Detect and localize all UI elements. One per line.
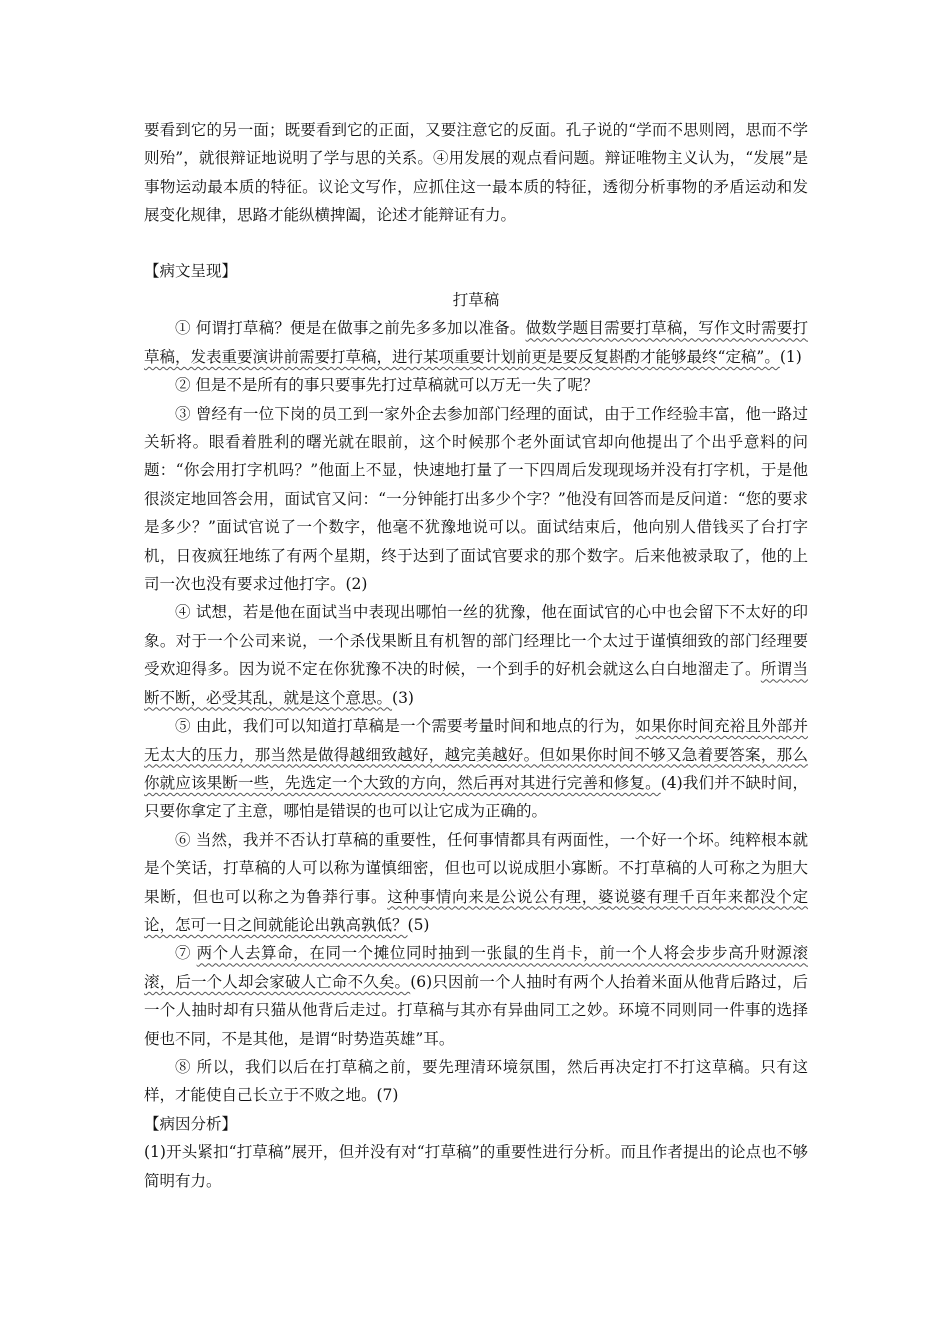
paragraph-5-text: ⑤ 由此，我们可以知道打草稿是一个需要考量时间和地点的行为， bbox=[175, 717, 636, 736]
section-heading-faulty-essay: 【病文呈现】 bbox=[144, 262, 238, 280]
essay-paragraph-5 bbox=[144, 712, 808, 826]
paragraph-5-tail-text: (4)我们并不缺时间，只要你拿定了主意，哪怕是错误的也可以让它成为正确的。 bbox=[144, 773, 808, 821]
essay-paragraph-7 bbox=[144, 939, 808, 1053]
analysis-item-1: (1)开头紧扣“打草稿”展开，但并没有对“打草稿”的重要性进行分析。而且作者提出的论点也不够简明有力。 bbox=[144, 1143, 808, 1190]
essay-paragraph-3: ③ 曾经有一位下岗的员工到一家外企去参加部门经理的面试，由于工作经验丰富，他一路过关斩将。眼看着胜利的曙光就在眼前，这个时候那个老外面试官却向他提出了个出乎意料的问题：“你会用打字机吗？”他面上不显，快速地打量了一下四周后发现现场并没有打字机，于是他很淡定地回答会用，面试官又问：“一分钟能打出多少个字？”他没有回答而是反问道：“您的要求是多少？”面试官说了一个数字，他毫不犹豫地说可以。面试结束后，他向别人借钱买了台打字机，日夜疯狂地练了有两个星期，终于达到了面试官要求的那个数字。后来他被录取了，他的上司一次也没有要求过他打字。(2) bbox=[144, 404, 808, 594]
note-marker-5: (5) bbox=[407, 915, 430, 934]
section-heading-analysis: 【病因分析】 bbox=[144, 1114, 238, 1133]
intro-block bbox=[144, 116, 808, 230]
paragraph-6-underlined-text: 这种事情向来是公说公有理，婆说婆有理千百年来都没个定论，怎可一日之间就能论出孰高孰低？ bbox=[144, 887, 808, 934]
note-marker-3: (3) bbox=[392, 688, 414, 707]
essay-title: 打草稿 bbox=[452, 291, 500, 309]
intro-paragraph: 要看到它的另一面；既要看到它的正面，又要注意它的反面。孔子说的“学而不思则罔，思而不学则殆”，就很辩证地说明了学与思的关系。④用发展的观点看问题。辩证唯物主义认为，“发展”是事物运动最本质的特征。议论文写作，应抓住这一最本质的特征，透彻分析事物的矛盾运动和发展变化规律，思路才能纵横捭阖，论述才能辩证有力。 bbox=[144, 121, 808, 225]
note-marker-1: (1) bbox=[779, 347, 802, 366]
paragraph-1-underlined-text: 做数学题目需要打草稿，写作文时需要打草稿，发表重要演讲前需要打草稿，进行某项重要计划前更是要反复斟酌才能够最终“定稿”。 bbox=[144, 319, 808, 366]
essay-paragraph-6 bbox=[144, 826, 808, 940]
essay-paragraph-4 bbox=[144, 598, 808, 712]
section-heading-block bbox=[144, 257, 808, 285]
paragraph-4-text: ④ 试想，若是他在面试当中表现出哪怕一丝的犹豫，他在面试官的心中也会留下不太好的印象。对于一个公司来说，一个杀伐果断且有机智的部门经理比一个太过于谨慎细致的部门经理要受欢迎得多。因为说不定在你犹豫不决的时候，一个到手的好机会就这么白白地溜走了。 bbox=[144, 603, 808, 679]
essay-paragraph-8: ⑧ 所以，我们以后在打草稿之前，要先理清环境氛围，然后再决定打不打这草稿。只有这样，才能使自己长立于不败之地。(7) bbox=[144, 1057, 808, 1105]
paragraph-7-tail-text: (6)只因前一个人抽时有两个人抬着米面从他背后路过，后一个人抽时却有只猫从他背后走过。打草稿与其亦有异曲同工之妙。环境不同则同一件事的选择便也不同，不是其他，是谓“时势造英雄”耳。 bbox=[144, 972, 808, 1048]
essay-paragraph-2: ② 但是不是所有的事只要事先打过草稿就可以万无一失了呢？ bbox=[175, 376, 599, 395]
essay-block bbox=[144, 286, 808, 1195]
paragraph-7-number: ⑦ bbox=[175, 944, 197, 963]
paragraph-1-text: ① 何谓打草稿？便是在做事之前先多多加以准备。 bbox=[175, 319, 526, 338]
paragraph-4-underlined-text: 所谓当断不断，必受其乱，就是这个意思。 bbox=[144, 660, 808, 707]
essay-paragraph-1 bbox=[144, 314, 808, 371]
paragraph-5-underlined-text: 如果你时间充裕且外部并无太大的压力，那当然是做得越细致越好，越完美越好。但如果你时间不够又急着要答案，那么你就应该果断一些，先选定一个大致的方向，然后再对其进行完善和修复。 bbox=[144, 717, 808, 792]
paragraph-6-text: ⑥ 当然，我并不否认打草稿的重要性，任何事情都具有两面性，一个好一个坏。纯粹根本就是个笑话，打草稿的人可以称为谨慎细密，但也可以说成胆小寡断。不打草稿的人可称之为胆大果断，但也可以称之为鲁莽行事。 bbox=[144, 830, 808, 906]
paragraph-7-underlined-text: 两个人去算命，在同一个摊位同时抽到一张鼠的生肖卡，前一个人将会步步高升财源滚滚，后一个人却会家破人亡命不久矣。 bbox=[144, 944, 808, 991]
